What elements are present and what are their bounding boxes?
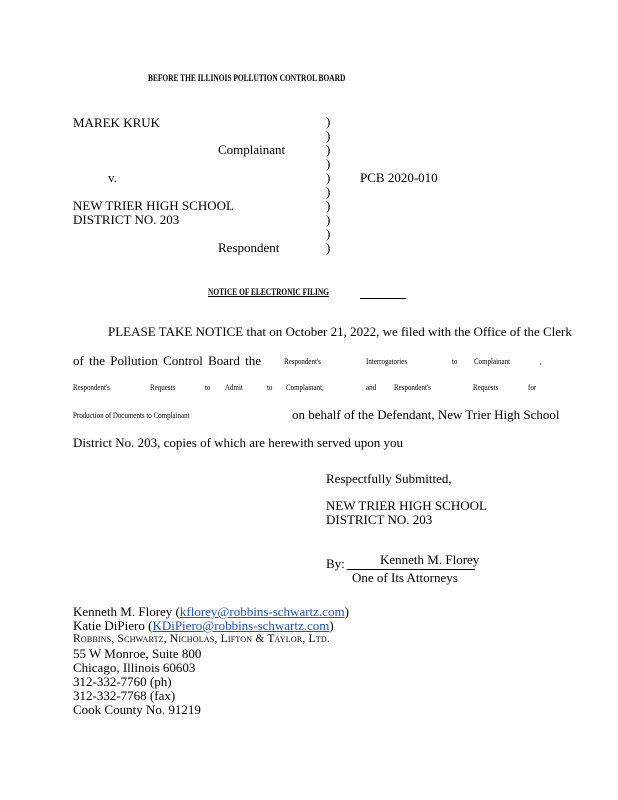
closing: Respectfully Submitted, — [326, 471, 452, 486]
address-line-2: Chicago, Illinois 60603 — [73, 660, 196, 675]
document-title-word: Admit — [225, 382, 243, 392]
complainant-label: Complainant — [218, 142, 286, 157]
signature-firm-line1: NEW TRIER HIGH SCHOOL — [326, 498, 487, 513]
document-title-word: and — [366, 382, 377, 392]
caption-paren: ) — [326, 114, 331, 129]
document-title-word: Respondent's — [284, 356, 321, 366]
attorney-1-name: Kenneth M. Florey — [73, 604, 173, 619]
document-title-word: Respondent's — [73, 382, 110, 392]
caption-paren: ) — [326, 142, 331, 157]
body-line-2-lead: of the Pollution Control Board the — [73, 353, 262, 368]
attorney-1: Kenneth M. Florey (kflorey@robbins-schwartz.com) — [73, 604, 349, 619]
versus: v. — [108, 170, 117, 185]
caption-paren: ) — [326, 170, 331, 185]
by-label: By: — [326, 556, 345, 571]
document-title-word: Requests — [150, 382, 176, 392]
caption-paren: ) — [326, 156, 331, 171]
document-title-word: Requests — [473, 382, 499, 392]
signature-firm-line2: DISTRICT NO. 203 — [326, 512, 433, 527]
caption-paren: ) — [326, 184, 331, 199]
attorney-2-email-link[interactable]: KDiPiero@robbins-schwartz.com — [152, 618, 330, 633]
body-line-1: PLEASE TAKE NOTICE that on October 21, 2022, we filed with the Office of the Clerk — [108, 324, 572, 339]
document-title-word: Complainant, — [286, 382, 324, 392]
document-title-word: Interrogatories — [366, 356, 408, 366]
respondent-name-line1: NEW TRIER HIGH SCHOOL — [73, 198, 234, 213]
signer-name: Kenneth M. Florey — [380, 552, 480, 567]
caption-paren: ) — [326, 128, 331, 143]
address-line-1: 55 W Monroe, Suite 800 — [73, 646, 202, 661]
body-line-4-rest: on behalf of the Defendant, New Trier High School — [292, 407, 560, 422]
signer-role: One of Its Attorneys — [352, 570, 458, 585]
caption-paren: ) — [326, 198, 331, 213]
document-title-word: Production of Documents to Complainant — [73, 410, 190, 420]
complainant-name: MAREK KRUK — [73, 115, 161, 130]
notice-title: NOTICE OF ELECTRONIC FILING — [208, 288, 329, 298]
fax: 312-332-7768 (fax) — [73, 688, 176, 703]
caption-paren: ) — [326, 212, 331, 227]
body-line-5: District No. 203, copies of which are herewith served upon you — [73, 435, 403, 450]
case-number: PCB 2020-010 — [360, 170, 438, 185]
document-title-word: Respondent's — [394, 382, 431, 392]
attorney-2: Katie DiPiero (KDiPiero@robbins-schwartz.com) — [73, 618, 334, 633]
firm-name: Robbins, Schwartz, Nicholas, Lifton & Taylor, Ltd. — [73, 633, 330, 645]
caption-paren: ) — [326, 226, 331, 241]
respondent-name-line2: DISTRICT NO. 203 — [73, 212, 180, 227]
court-header: BEFORE THE ILLINOIS POLLUTION CONTROL BOARD — [148, 74, 346, 84]
document-title-word: to — [267, 382, 273, 392]
document-title-word: for — [528, 382, 537, 392]
county-number: Cook County No. 91219 — [73, 702, 201, 717]
document-title-word: , — [540, 356, 542, 366]
title-underline-extension — [360, 298, 406, 299]
document-title-word: to — [205, 382, 211, 392]
document-title-word: Complainant — [474, 356, 511, 366]
respondent-label: Respondent — [218, 240, 280, 255]
caption-paren: ) — [326, 240, 331, 255]
attorney-2-name: Katie DiPiero — [73, 618, 145, 633]
document-title-word: to — [452, 356, 458, 366]
phone: 312-332-7760 (ph) — [73, 674, 172, 689]
attorney-1-email-link[interactable]: kflorey@robbins-schwartz.com — [179, 604, 345, 619]
